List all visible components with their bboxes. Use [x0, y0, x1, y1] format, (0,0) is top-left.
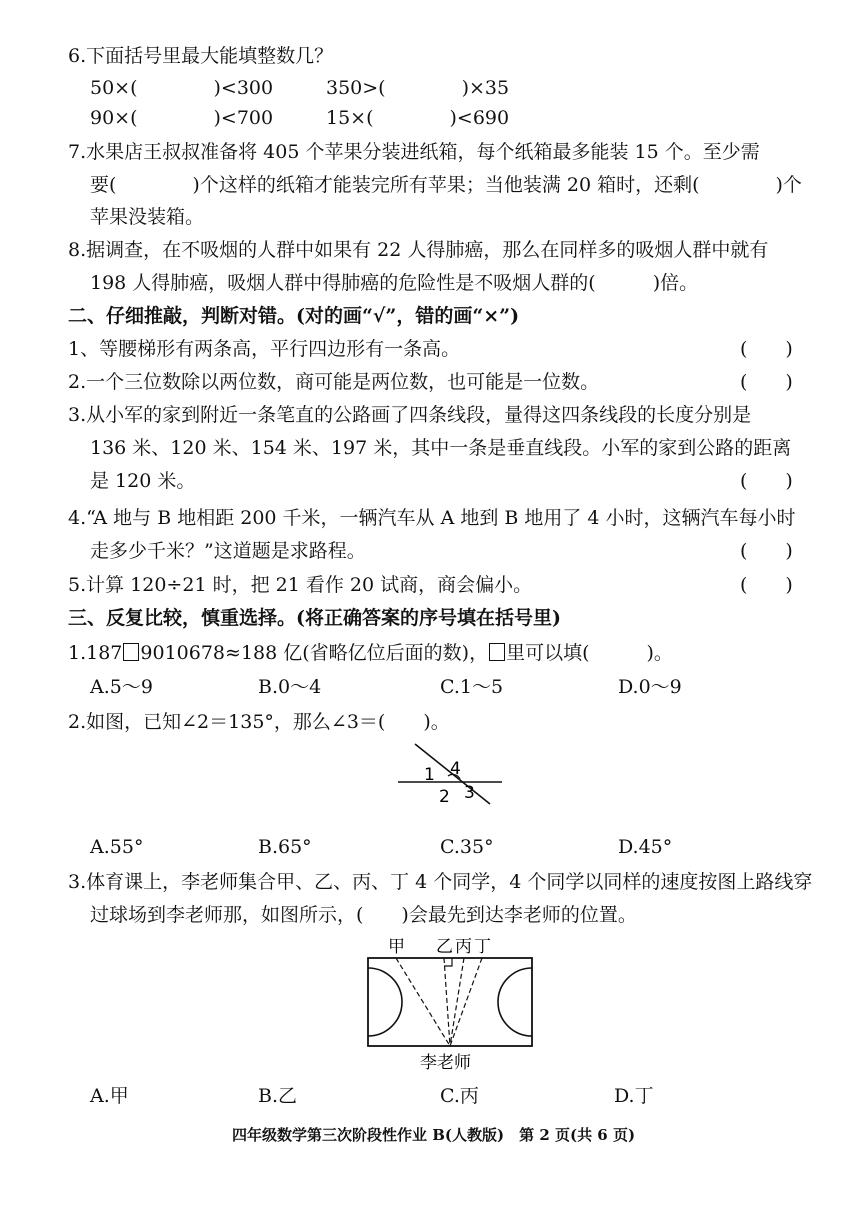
court-rectangle	[368, 958, 532, 1046]
choice-q3-option-b[interactable]: B.乙	[258, 1085, 298, 1107]
q7-line-1: 7.水果店王叔叔准备将 405 个苹果分装进纸箱，每个纸箱最多能装 15 个。至少需	[68, 141, 760, 163]
choice-q1-stem-part-3: 里可以填( )。	[506, 642, 673, 664]
angle-label-4: 4	[450, 759, 461, 779]
judge-item-4-line-1: 4.“A 地与 B 地相距 200 千米，一辆汽车从 A 地到 B 地用了 4 小时，这辆汽车每小时	[68, 507, 796, 529]
choice-q2-stem: 2.如图，已知∠2＝135°，那么∠3＝( )。	[68, 711, 450, 733]
label-ding: 丁	[474, 937, 491, 957]
path-ding	[450, 958, 482, 1046]
angle-figure	[390, 738, 520, 808]
judge-answer-3[interactable]: ( )	[740, 470, 793, 492]
label-teacher: 李老师	[420, 1053, 471, 1073]
q6-item-4: 15×( )<690	[326, 107, 510, 129]
judge-answer-1[interactable]: ( )	[740, 338, 793, 360]
choice-q2-option-a[interactable]: A.55°	[90, 836, 144, 858]
judge-item-5: 5.计算 120÷21 时，把 21 看作 20 试商，商会偏小。	[68, 574, 533, 596]
blank-box-icon	[489, 643, 505, 661]
judge-item-1: 1、等腰梯形有两条高，平行四边形有一条高。	[68, 338, 461, 360]
left-semicircle	[368, 968, 402, 1036]
choice-q3-option-c[interactable]: C.丙	[440, 1085, 479, 1107]
right-semicircle	[498, 968, 532, 1036]
q6-item-2: 350>( )×35	[326, 77, 510, 99]
blank-box-icon	[123, 643, 139, 661]
choice-q1-option-b[interactable]: B.0～4	[258, 676, 322, 698]
section-3-title: 三、反复比较，慎重选择。(将正确答案的序号填在括号里)	[68, 607, 561, 629]
choice-q1-option-c[interactable]: C.1～5	[440, 676, 504, 698]
choice-q1-stem-part-2: 9010678≈188 亿(省略亿位后面的数)，	[140, 642, 489, 664]
choice-q1-option-a[interactable]: A.5～9	[90, 676, 153, 698]
angle-label-1: 1	[424, 765, 435, 785]
q7-line-2: 要( )个这样的纸箱才能装完所有苹果；当他装满 20 箱时，还剩( )个	[90, 174, 802, 196]
choice-q1-option-d[interactable]: D.0～9	[618, 676, 682, 698]
court-figure	[360, 932, 540, 1080]
q7-line-3: 苹果没装箱。	[90, 206, 205, 228]
angle-label-3: 3	[464, 783, 475, 803]
judge-item-4-line-2: 走多少千米？”这道题是求路程。	[90, 540, 366, 562]
label-jia: 甲	[388, 937, 405, 957]
angle-label-2: 2	[439, 787, 450, 807]
q6-item-1: 50×( )<300	[90, 77, 274, 99]
judge-item-2: 2.一个三位数除以两位数，商可能是两位数，也可能是一位数。	[68, 371, 600, 393]
judge-answer-4[interactable]: ( )	[740, 540, 793, 562]
choice-q2-option-b[interactable]: B.65°	[258, 836, 312, 858]
label-yi: 乙	[436, 937, 453, 957]
judge-item-3-line-2: 136 米、120 米、154 米、197 米，其中一条是垂直线段。小军的家到公路的距离	[90, 437, 792, 459]
judge-item-3-line-1: 3.从小军的家到附近一条笔直的公路画了四条线段，量得这四条线段的长度分别是	[68, 404, 752, 426]
path-yi	[444, 958, 450, 1046]
path-bing	[450, 958, 464, 1046]
choice-q3-line-1: 3.体育课上，李老师集合甲、乙、丙、丁 4 个同学，4 个同学以同样的速度按图上路线穿	[68, 871, 813, 893]
q6-item-3: 90×( )<700	[90, 107, 274, 129]
choice-q3-option-d[interactable]: D.丁	[614, 1085, 654, 1107]
q6-stem: 6.下面括号里最大能填整数几？	[68, 45, 334, 67]
choice-q1-stem-part-1: 1.187	[68, 642, 123, 664]
page-footer: 四年级数学第三次阶段性作业 B(人教版) 第 2 页(共 6 页)	[232, 1126, 636, 1144]
choice-q2-option-c[interactable]: C.35°	[440, 836, 494, 858]
judge-answer-2[interactable]: ( )	[740, 371, 793, 393]
choice-q3-option-a[interactable]: A.甲	[90, 1085, 129, 1107]
judge-item-3-line-3: 是 120 米。	[90, 470, 196, 492]
right-angle-mark	[444, 958, 452, 966]
q8-line-1: 8.据调查，在不吸烟的人群中如果有 22 人得肺癌，那么在同样多的吸烟人群中就有	[68, 239, 769, 261]
judge-answer-5[interactable]: ( )	[740, 574, 793, 596]
choice-q1-stem	[68, 641, 673, 665]
q8-line-2: 198 人得肺癌，吸烟人群中得肺癌的危险性是不吸烟人群的( )倍。	[90, 272, 699, 294]
section-2-title: 二、仔细推敲，判断对错。(对的画“√”，错的画“×”)	[68, 305, 520, 327]
label-bing: 丙	[455, 937, 472, 957]
choice-q3-line-2: 过球场到李老师那，如图所示，( )会最先到达李老师的位置。	[90, 904, 637, 926]
path-jia	[396, 958, 450, 1046]
choice-q2-option-d[interactable]: D.45°	[618, 836, 673, 858]
